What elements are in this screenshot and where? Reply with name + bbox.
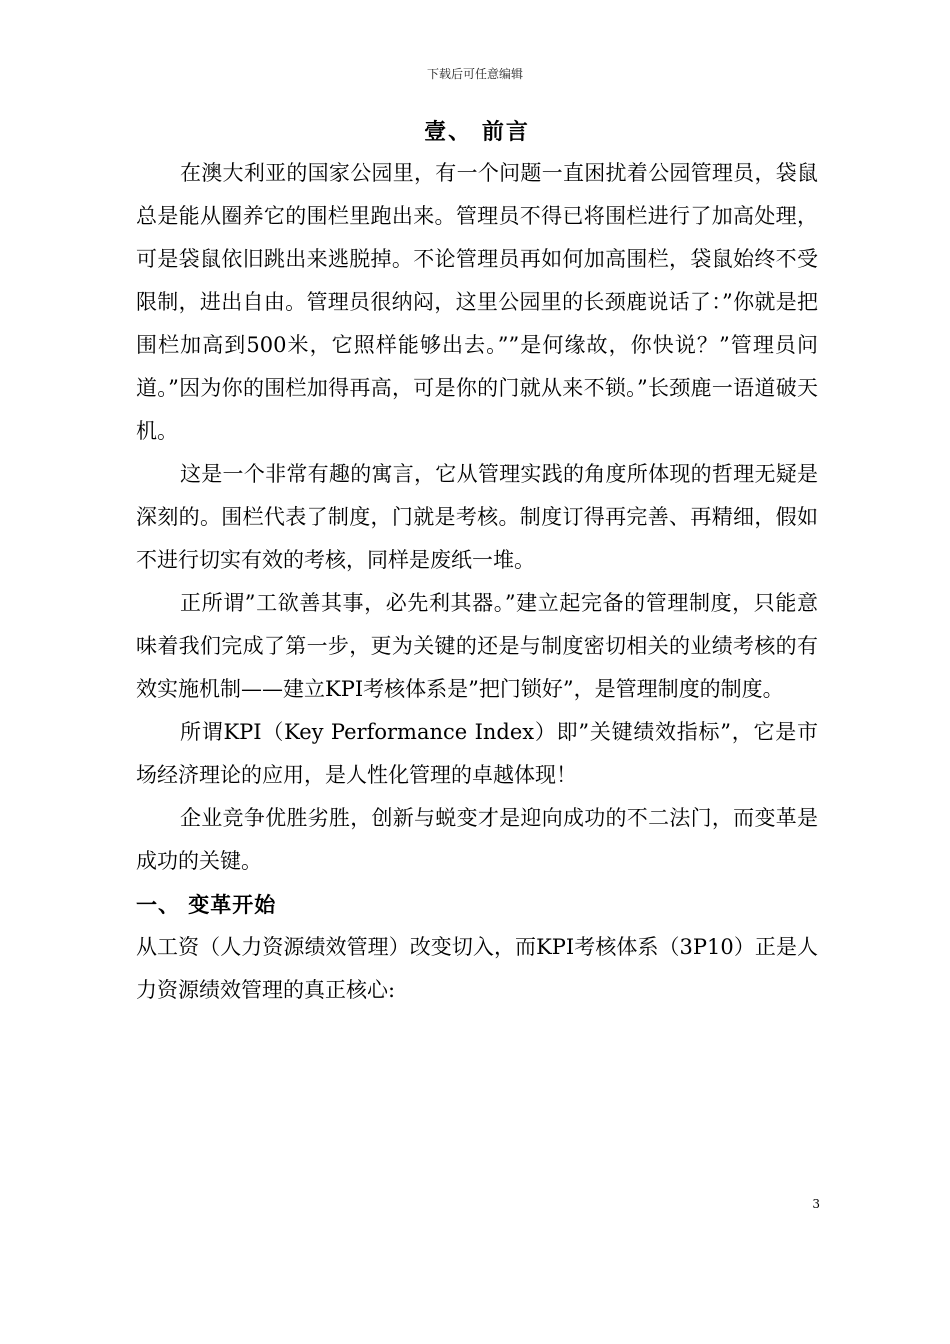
paragraph-innovation: 企业竞争优胜劣胜，创新与蜕变才是迎向成功的不二法门，而变革是成功的关键。	[136, 806, 818, 873]
document-body	[136, 112, 818, 1012]
paragraph-kangaroo-story: 在澳大利亚的国家公园里，有一个问题一直困扰着公园管理员，袋鼠总是能从圈养它的围栏里跑出来。管理员不得已将围栏进行了加高处理，可是袋鼠依旧跳出来逃脱掉。不论管理员再如何加高围栏，袋鼠始终不受限制，进出自由。管理员很纳闷，这里公园里的长颈鹿说话了：”你就是把围栏加高到500米，它照样能够出去。””是何缘故，你快说？”管理员问道。”因为你的围栏加得再高，可是你的门就从来不锁。”长颈鹿一语道破天机。	[136, 161, 818, 443]
section-title: 壹、 前言	[424, 119, 530, 145]
page-number: 3	[812, 1197, 820, 1211]
paragraph-kpi-definition: 所谓KPI（Key Performance Index）即”关键绩效指标”，它是市场经济理论的应用，是人性化管理的卓越体现！	[136, 720, 818, 787]
page-header-note: 下载后可任意编辑	[426, 67, 523, 81]
paragraph-hr-performance: 从工资（人力资源绩效管理）改变切入，而KPI考核体系（3P10）正是人力资源绩效管理的真正核心:	[136, 935, 818, 1002]
paragraph-fable-meaning: 这是一个非常有趣的寓言，它从管理实践的角度所体现的哲理无疑是深刻的。围栏代表了制度，门就是考核。制度订得再完善、再精细，假如不进行切实有效的考核，同样是废纸一堆。	[136, 462, 818, 572]
section-heading-change-begins: 一、 变革开始	[136, 892, 277, 917]
paragraph-kpi-system: 正所谓”工欲善其事，必先利其器。”建立起完备的管理制度，只能意味着我们完成了第一步，更为关键的还是与制度密切相关的业绩考核的有效实施机制——建立KPI考核体系是”把门锁好”，是管理制度的制度。	[136, 591, 818, 701]
